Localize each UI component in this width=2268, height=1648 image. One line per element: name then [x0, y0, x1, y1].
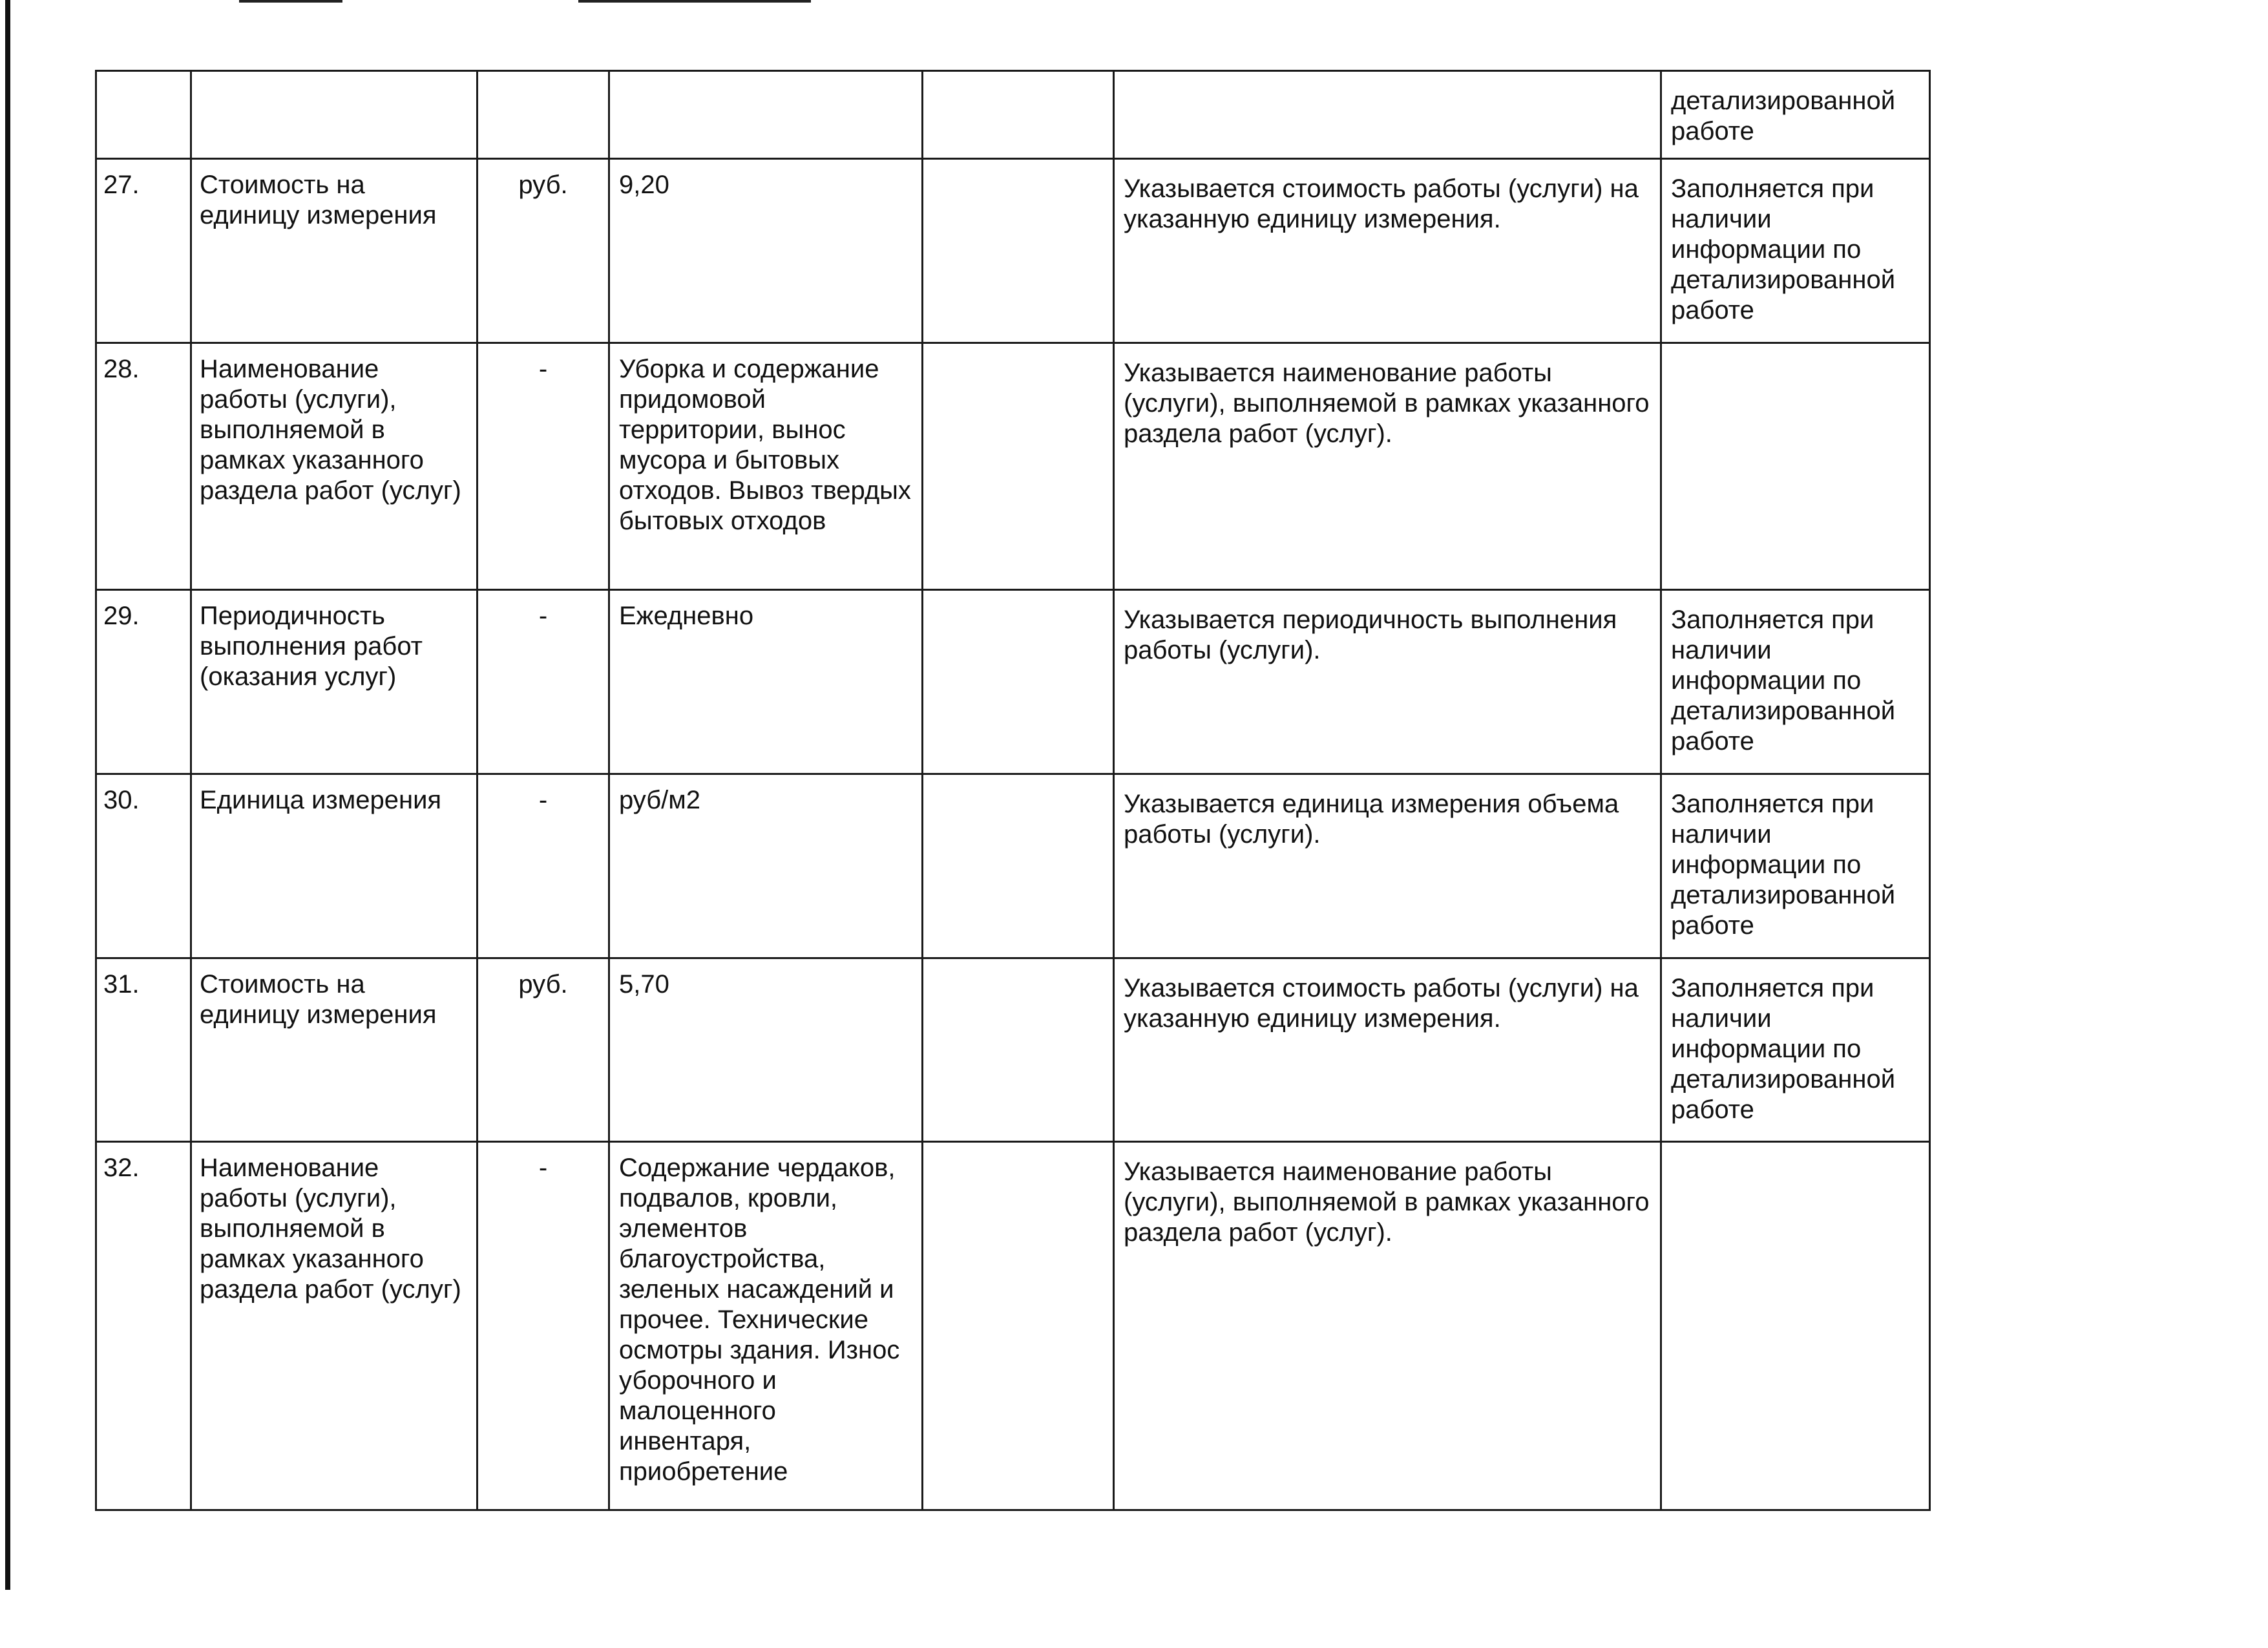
cell-empty: [923, 1142, 1114, 1510]
scan-line-artifact: [239, 0, 342, 3]
cell-unit: -: [478, 1142, 609, 1510]
cell-empty: [923, 71, 1114, 159]
cell-name: Стоимость на единицу измерения: [191, 958, 478, 1142]
cell-num: 29.: [96, 589, 191, 774]
cell-description: Указывается стоимость работы (услуги) на указанную единицу измерения.: [1114, 958, 1661, 1142]
table-row: [96, 343, 1930, 590]
scan-edge-artifact: [5, 0, 10, 1590]
cell-empty: [923, 589, 1114, 774]
cell-empty: [923, 159, 1114, 343]
cell-note: Заполняется при наличии информации по детализированной работе: [1661, 774, 1930, 958]
cell-empty: [923, 774, 1114, 958]
cell-name: Стоимость на единицу измерения: [191, 159, 478, 343]
cell-num: 30.: [96, 774, 191, 958]
cell-num: 31.: [96, 958, 191, 1142]
cell-note: Заполняется при наличии информации по детализированной работе: [1661, 159, 1930, 343]
cell-unit: руб.: [478, 159, 609, 343]
cell-note: Заполняется при наличии информации по детализированной работе: [1661, 958, 1930, 1142]
cell-value: [609, 71, 923, 159]
cell-description: Указывается периодичность выполнения работы (услуги).: [1114, 589, 1661, 774]
cell-name: Наименование работы (услуги), выполняемой в рамках указанного раздела работ (услуг): [191, 343, 478, 590]
cell-num: [96, 71, 191, 159]
cell-value: Содержание чердаков, подвалов, кровли, элементов благоустройства, зеленых насаждений и прочее. Технические осмотры здания. Износ уборочного и малоценного инвентаря, приобретение: [609, 1142, 923, 1510]
cell-description: Указывается единица измерения объема работы (услуги).: [1114, 774, 1661, 958]
cell-value: руб/м2: [609, 774, 923, 958]
cell-value: 9,20: [609, 159, 923, 343]
cell-unit: -: [478, 774, 609, 958]
cell-value: Ежедневно: [609, 589, 923, 774]
table-row-continued: [96, 71, 1930, 159]
cell-note: детализированной работе: [1661, 71, 1930, 159]
cell-value: 5,70: [609, 958, 923, 1142]
cell-unit: -: [478, 589, 609, 774]
table-row: [96, 958, 1930, 1142]
works-table: [95, 70, 1931, 1511]
cell-empty: [923, 958, 1114, 1142]
cell-note: [1661, 1142, 1930, 1510]
table-row: [96, 774, 1930, 958]
cell-num: 32.: [96, 1142, 191, 1510]
cell-name: Наименование работы (услуги), выполняемой в рамках указанного раздела работ (услуг): [191, 1142, 478, 1510]
scan-line-artifact: [578, 0, 811, 3]
cell-unit: [478, 71, 609, 159]
cell-num: 27.: [96, 159, 191, 343]
cell-unit: руб.: [478, 958, 609, 1142]
cell-name: Единица измерения: [191, 774, 478, 958]
cell-unit: -: [478, 343, 609, 590]
cell-description: Указывается наименование работы (услуги), выполняемой в рамках указанного раздела работ (услуг).: [1114, 343, 1661, 590]
cell-description: Указывается стоимость работы (услуги) на указанную единицу измерения.: [1114, 159, 1661, 343]
cell-description: Указывается наименование работы (услуги), выполняемой в рамках указанного раздела работ (услуг).: [1114, 1142, 1661, 1510]
cell-value: Уборка и содержание придомовой территории, вынос мусора и бытовых отходов. Вывоз твердых бытовых отходов: [609, 343, 923, 590]
table-row: [96, 1142, 1930, 1510]
cell-num: 28.: [96, 343, 191, 590]
cell-name: Периодичность выполнения работ (оказания услуг): [191, 589, 478, 774]
cell-empty: [923, 343, 1114, 590]
table-row: [96, 159, 1930, 343]
cell-note: [1661, 343, 1930, 590]
cell-description: [1114, 71, 1661, 159]
table-row: [96, 589, 1930, 774]
cell-name: [191, 71, 478, 159]
cell-note: Заполняется при наличии информации по детализированной работе: [1661, 589, 1930, 774]
